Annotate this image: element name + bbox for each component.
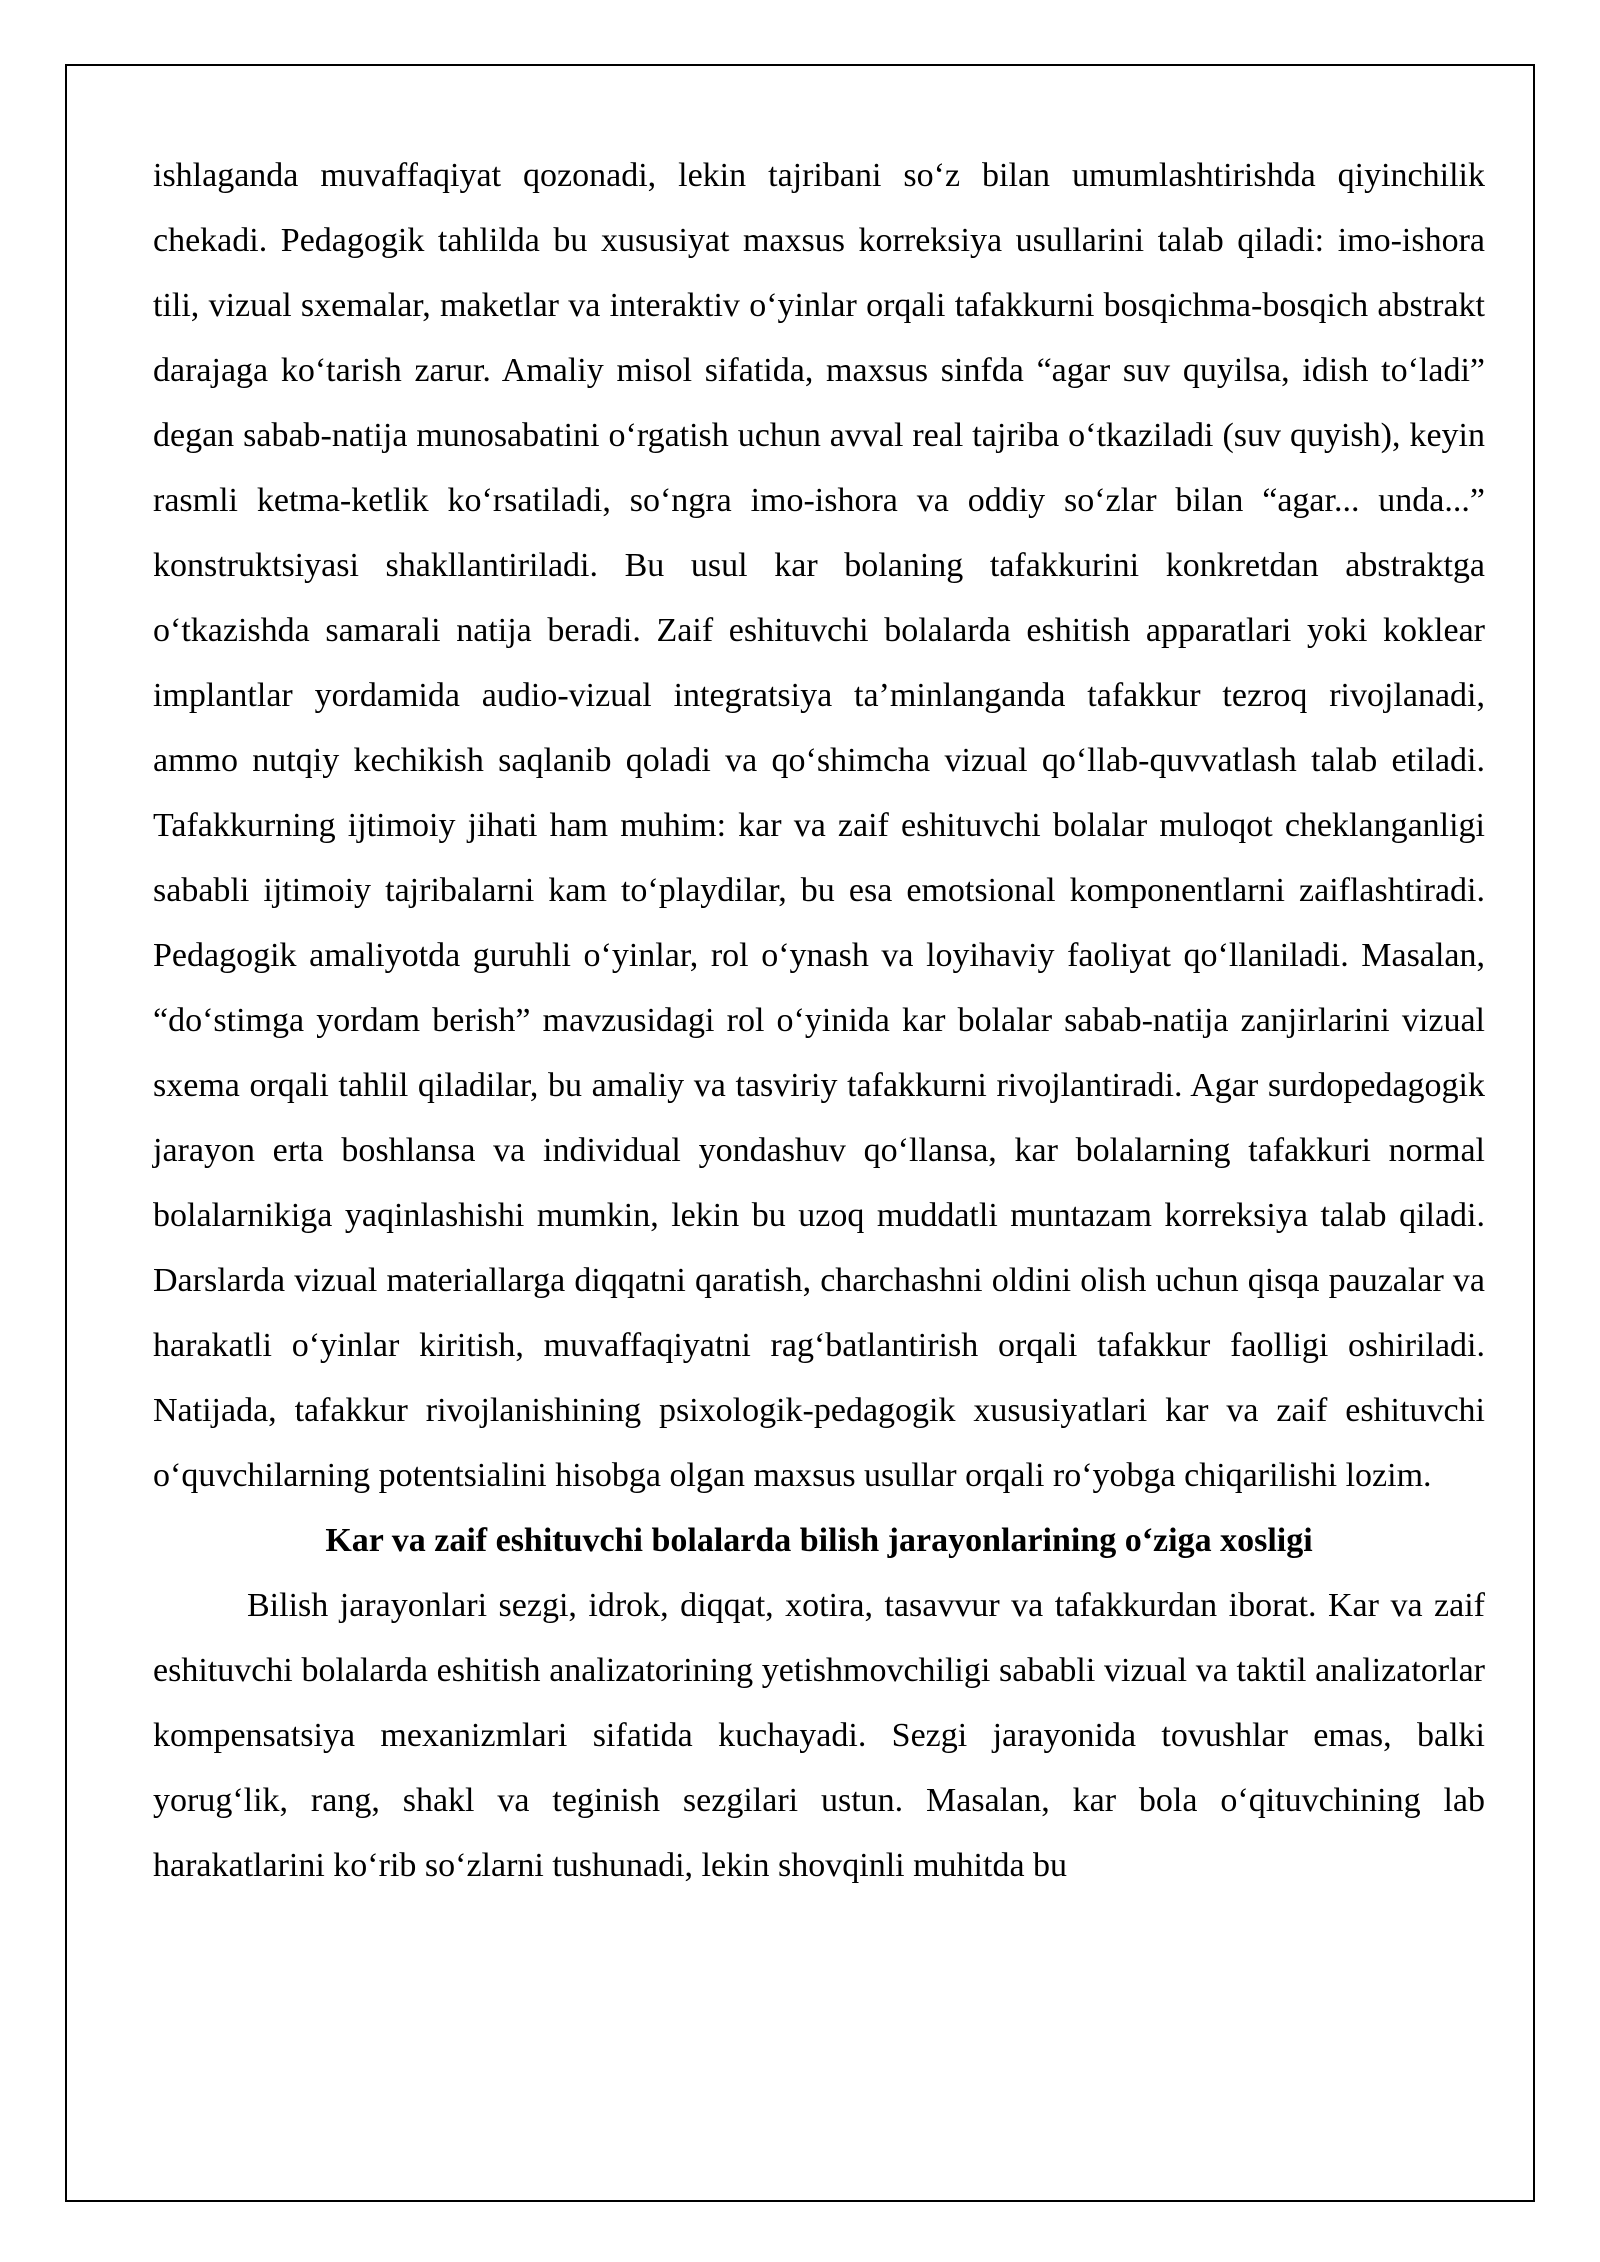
paragraph-continued: ishlaganda muvaffaqiyat qozonadi, lekin tajribani so‘z bilan umumlashtirishda qiyinchilik chekadi. Pedagogik tahlilda bu xususiyat maxsus korreksiya usullarini talab qiladi: imo-ishora tili, vizual sxemalar, maketlar va interaktiv o‘yinlar orqali tafakkurni bosqichma-bosqich abstrakt darajaga ko‘tarish zarur. Amaliy misol sifatida, maxsus sinfda “agar suv quyilsa, idish to‘ladi” degan sabab-natija munosabatini o‘rgatish uchun avval real tajriba o‘tkaziladi (suv quyish), keyin rasmli ketma-ketlik ko‘rsatiladi, so‘ngra imo-ishora va oddiy so‘zlar bilan “agar... unda...” konstruktsiyasi shakllantiriladi. Bu usul kar bolaning tafakkurini konkretdan abstraktga o‘tkazishda samarali natija beradi. Zaif eshituvchi bolalarda eshitish apparatlari yoki koklear implantlar yordamida audio-vizual integratsiya ta’minlanganda tafakkur tezroq rivojlanadi, ammo nutqiy kechikish saqlanib qoladi va qo‘shimcha vizual qo‘llab-quvvatlash talab etiladi. Tafakkurning ijtimoiy jihati ham muhim: kar va zaif eshituvchi bolalar muloqot cheklanganligi sababli ijtimoiy tajribalarni kam to‘playdilar, bu esa emotsional komponentlarni zaiflashtiradi. Pedagogik amaliyotda guruhli o‘yinlar, rol o‘ynash va loyihaviy faoliyat qo‘llaniladi. Masalan, “do‘stimga yordam berish” mavzusidagi rol o‘yinida kar bolalar sabab-natija zanjirlarini vizual sxema orqali tahlil qiladilar, bu amaliy va tasviriy tafakkurni rivojlantiradi. Agar surdopedagogik jarayon erta boshlansa va individual yondashuv qo‘llansa, kar bolalarning tafakkuri normal bolalarnikiga yaqinlashishi mumkin, lekin bu uzoq muddatli muntazam korreksiya talab qiladi. Darslarda vizual materiallarga diqqatni qaratish, charchashni oldini olish uchun qisqa pauzalar va harakatli o‘yinlar kiritish, muvaffaqiyatni rag‘batlantirish orqali tafakkur faolligi oshiriladi. Natijada, tafakkur rivojlanishining psixologik-pedagogik xususiyatlari kar va zaif eshituvchi o‘quvchilarning potentsialini hisobga olgan maxsus usullar orqali ro‘yobga chiqarilishi lozim.: [153, 157, 1485, 1494]
document-body: [153, 143, 1485, 1898]
section-heading: Kar va zaif eshituvchi bolalarda bilish jarayonlarining o‘ziga xosligi: [325, 1522, 1313, 1559]
paragraph-new: Bilish jarayonlari sezgi, idrok, diqqat, xotira, tasavvur va tafakkurdan iborat. Kar va zaif eshituvchi bolalarda eshitish analizatorining yetishmovchiligi sababli vizual va taktil analizatorlar kompensatsiya mexanizmlari sifatida kuchayadi. Sezgi jarayonida tovushlar emas, balki yorug‘lik, rang, shakl va teginish sezgilari ustun. Masalan, kar bola o‘qituvchining lab harakatlarini ko‘rib so‘zlarni tushunadi, lekin shovqinli muhitda bu: [153, 1587, 1485, 1884]
